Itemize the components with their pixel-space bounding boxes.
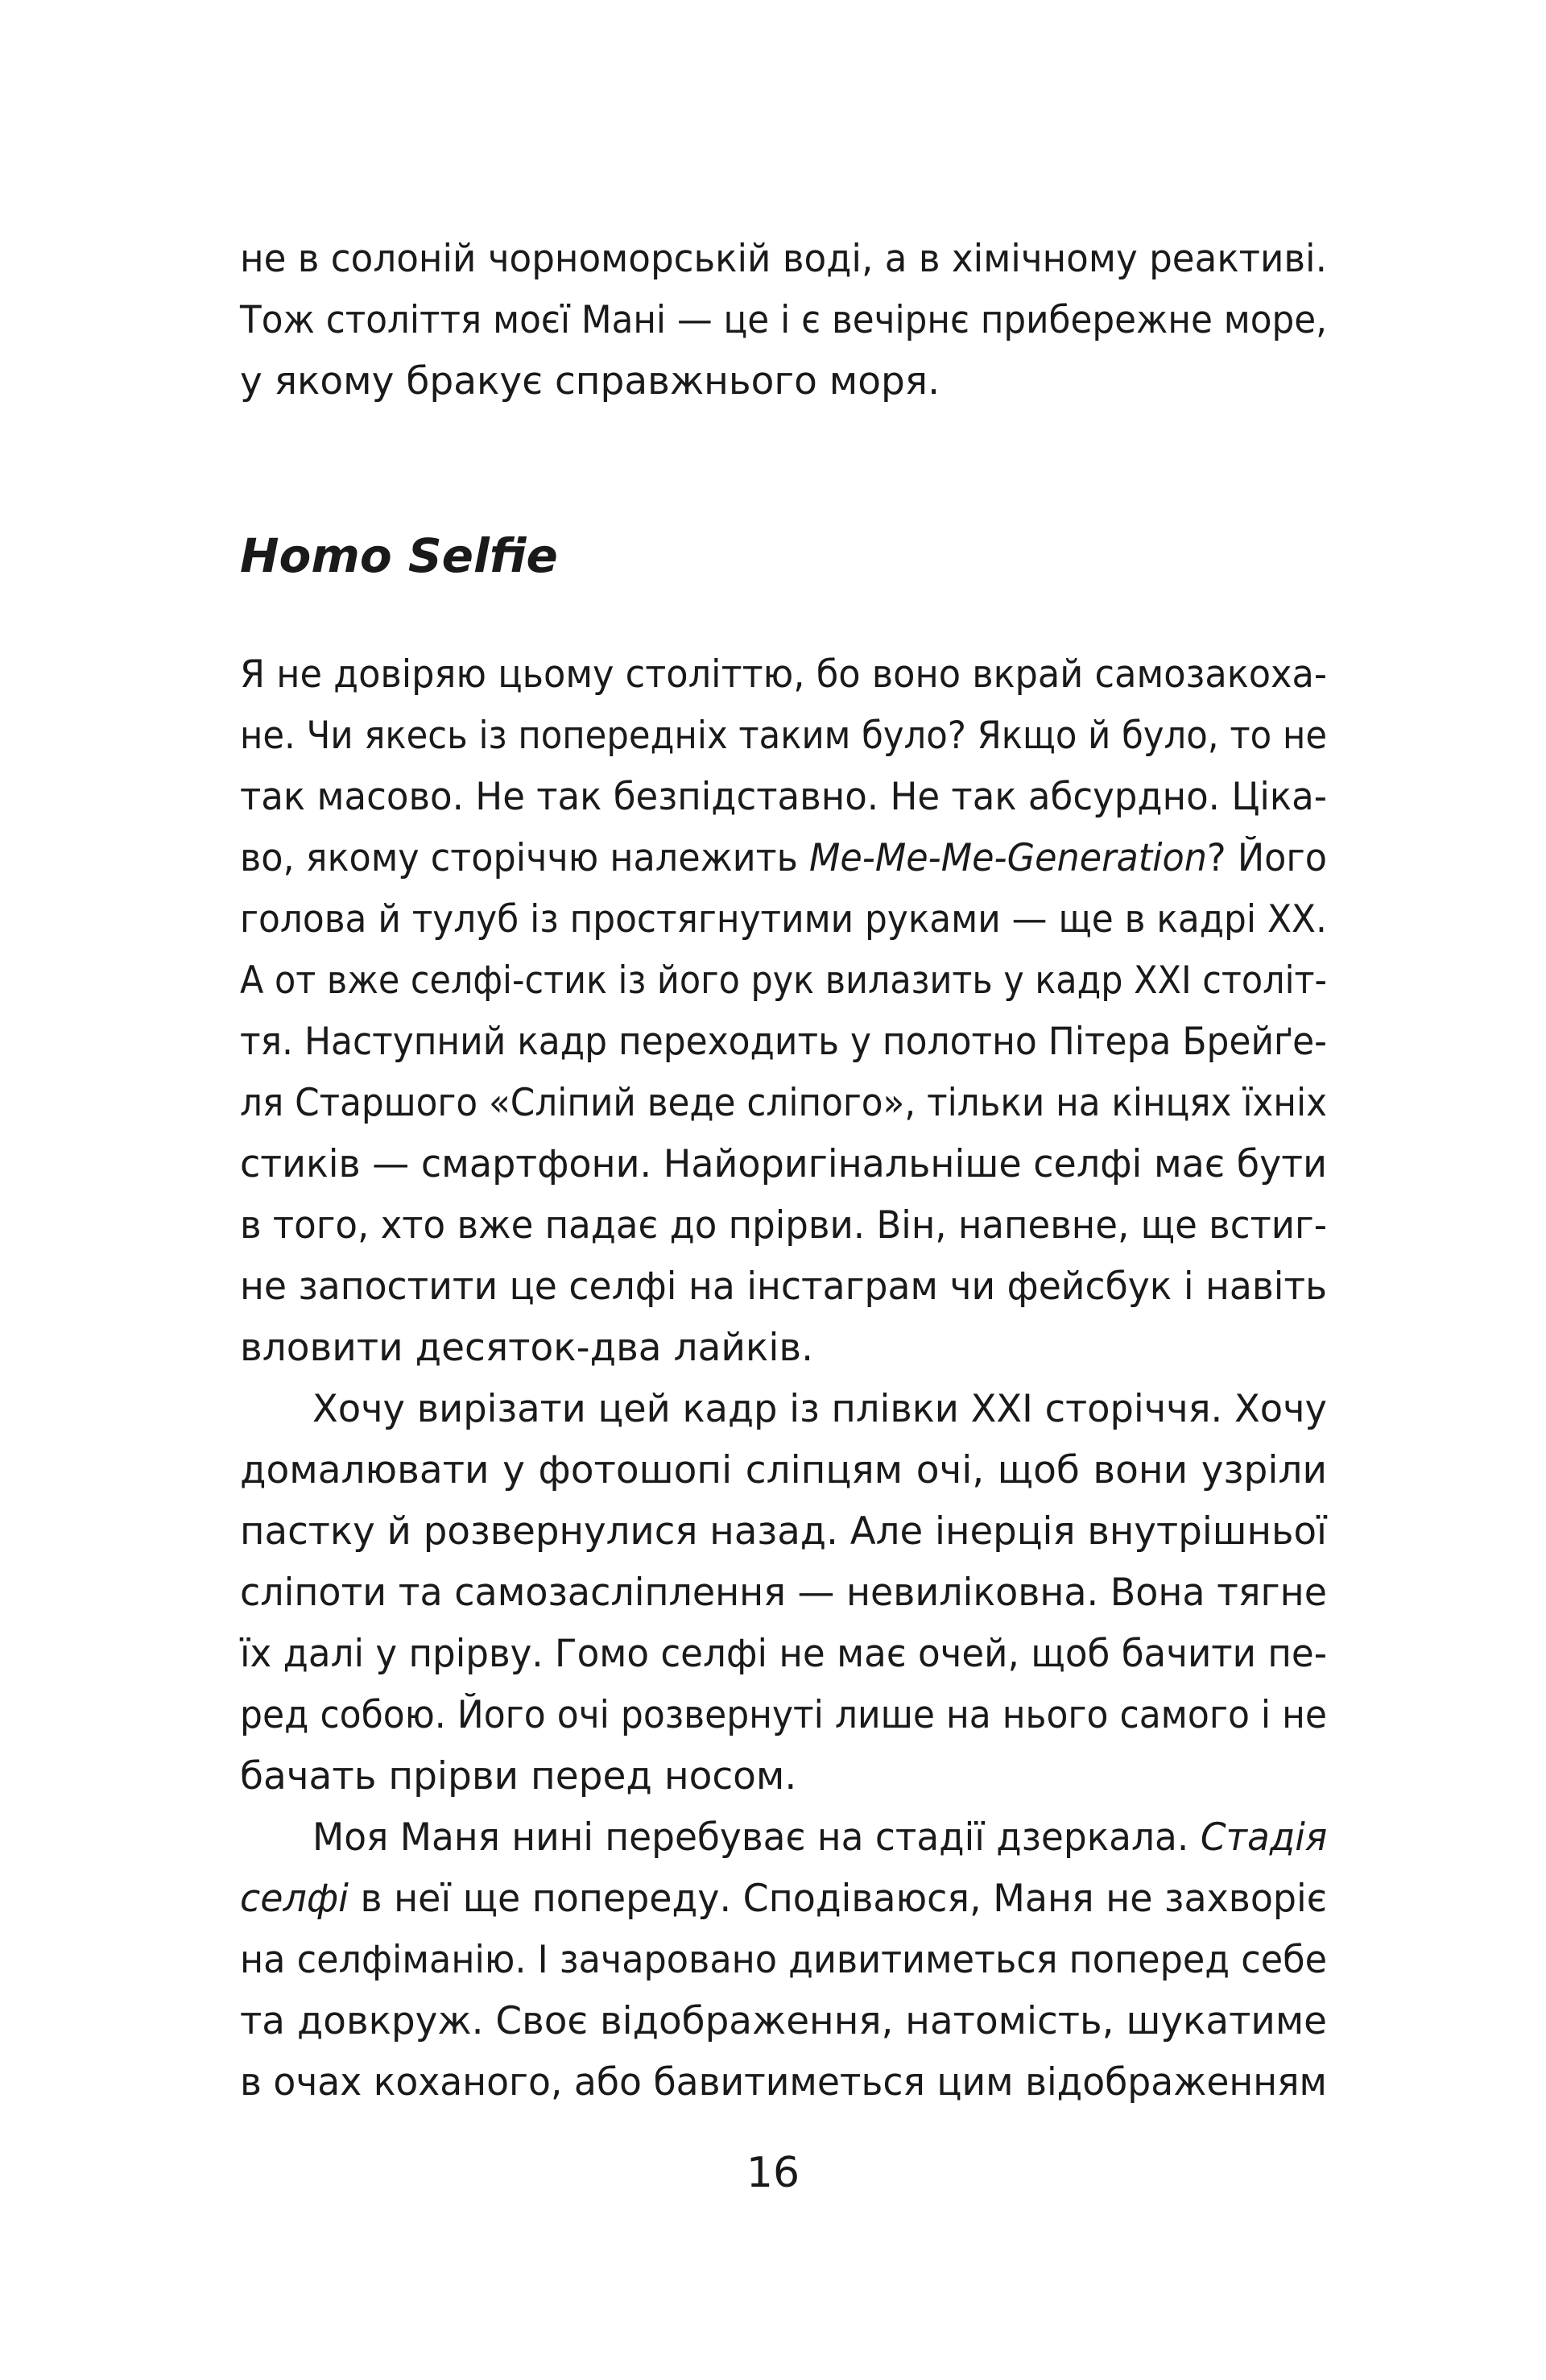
text-line: та довкруж. Своє відображення, натомість, шукатиме: [240, 1999, 1327, 2043]
text-line: ля Старшого «Сліпий веде сліпого», тільки на кінцях їхніх: [240, 1081, 1327, 1125]
text-line: на селфіманію. І зачаровано дивитиметься поперед себе: [240, 1938, 1327, 1982]
text-segment: во, якому сторіччю належить: [240, 836, 809, 880]
italic-term: Стадія: [1200, 1815, 1328, 1860]
text-line: Тож століття моєї Мані — це і є вечірнє прибережне море,: [240, 298, 1327, 342]
italic-term: Me-Me-Me-Generation: [808, 836, 1208, 880]
text-segment: [809, 828, 1327, 889]
text-line: не. Чи якесь із попередніх таким було? Якщо й було, то не: [240, 714, 1327, 758]
text-line: голова й тулуб із простягнутими руками — ще в кадрі XX.: [240, 897, 1327, 942]
section-title: Homo Selfie: [240, 528, 558, 583]
text-line: їх далі у прірву. Гомо селфі не має очей, щоб бачити пе-: [240, 1632, 1327, 1676]
text-line: пастку й розвернулися назад. Але інерція внутрішньої: [240, 1509, 1327, 1554]
text-line: Хочу вирізати цей кадр із плівки XXI сторіччя. Хочу: [312, 1387, 1327, 1431]
text-line: ред собою. Його очі розвернуті лише на нього самого і не: [240, 1693, 1327, 1737]
page-number: 16: [746, 2149, 800, 2197]
text-line: Я не довіряю цьому століттю, бо воно вкрай самозакоха-: [240, 652, 1327, 697]
text-line: А от вже селфі-стик із його рук вилазить у кадр XXI століт-: [240, 958, 1327, 1003]
text-segment: в неї ще попереду. Сподіваюся, Маня не захворіє: [348, 1877, 1328, 1921]
text-line: в того, хто вже падає до прірви. Він, напевне, ще встиг-: [240, 1203, 1327, 1248]
text-line: тя. Наступний кадр переходить у полотно Пітера Брейґе-: [240, 1020, 1327, 1064]
text-line: так масово. Не так безпідставно. Не так абсурдно. Ціка-: [240, 775, 1327, 819]
text-segment: Моя Маня нині перебуває на стадії дзеркала.: [312, 1815, 1201, 1860]
text-line: у якому бракує справжнього моря.: [240, 359, 940, 404]
text-line: домалювати у фотошопі сліпцям очі, щоб вони узріли: [240, 1448, 1327, 1492]
text-segment: ? Його: [1207, 836, 1327, 880]
text-line: [240, 828, 1327, 889]
text-line: бачать прірви перед носом.: [240, 1754, 797, 1798]
text-line: не запостити це селфі на інстаграм чи фейсбук і навіть: [240, 1265, 1327, 1309]
text-line: [312, 1807, 1328, 1869]
italic-term: селфі: [240, 1877, 349, 1921]
text-line: [240, 1869, 1328, 1930]
text-line: стиків — смартфони. Найоригінальніше селфі має бути: [240, 1142, 1327, 1186]
text-line: сліпоти та самозасліплення — невиліковна. Вона тягне: [240, 1571, 1327, 1615]
text-line: вловити десяток-два лайків.: [240, 1326, 814, 1370]
text-line: не в солоній чорноморській воді, а в хімічному реактиві.: [240, 237, 1327, 281]
text-line: в очах коханого, або бавитиметься цим відображенням: [240, 2060, 1327, 2105]
